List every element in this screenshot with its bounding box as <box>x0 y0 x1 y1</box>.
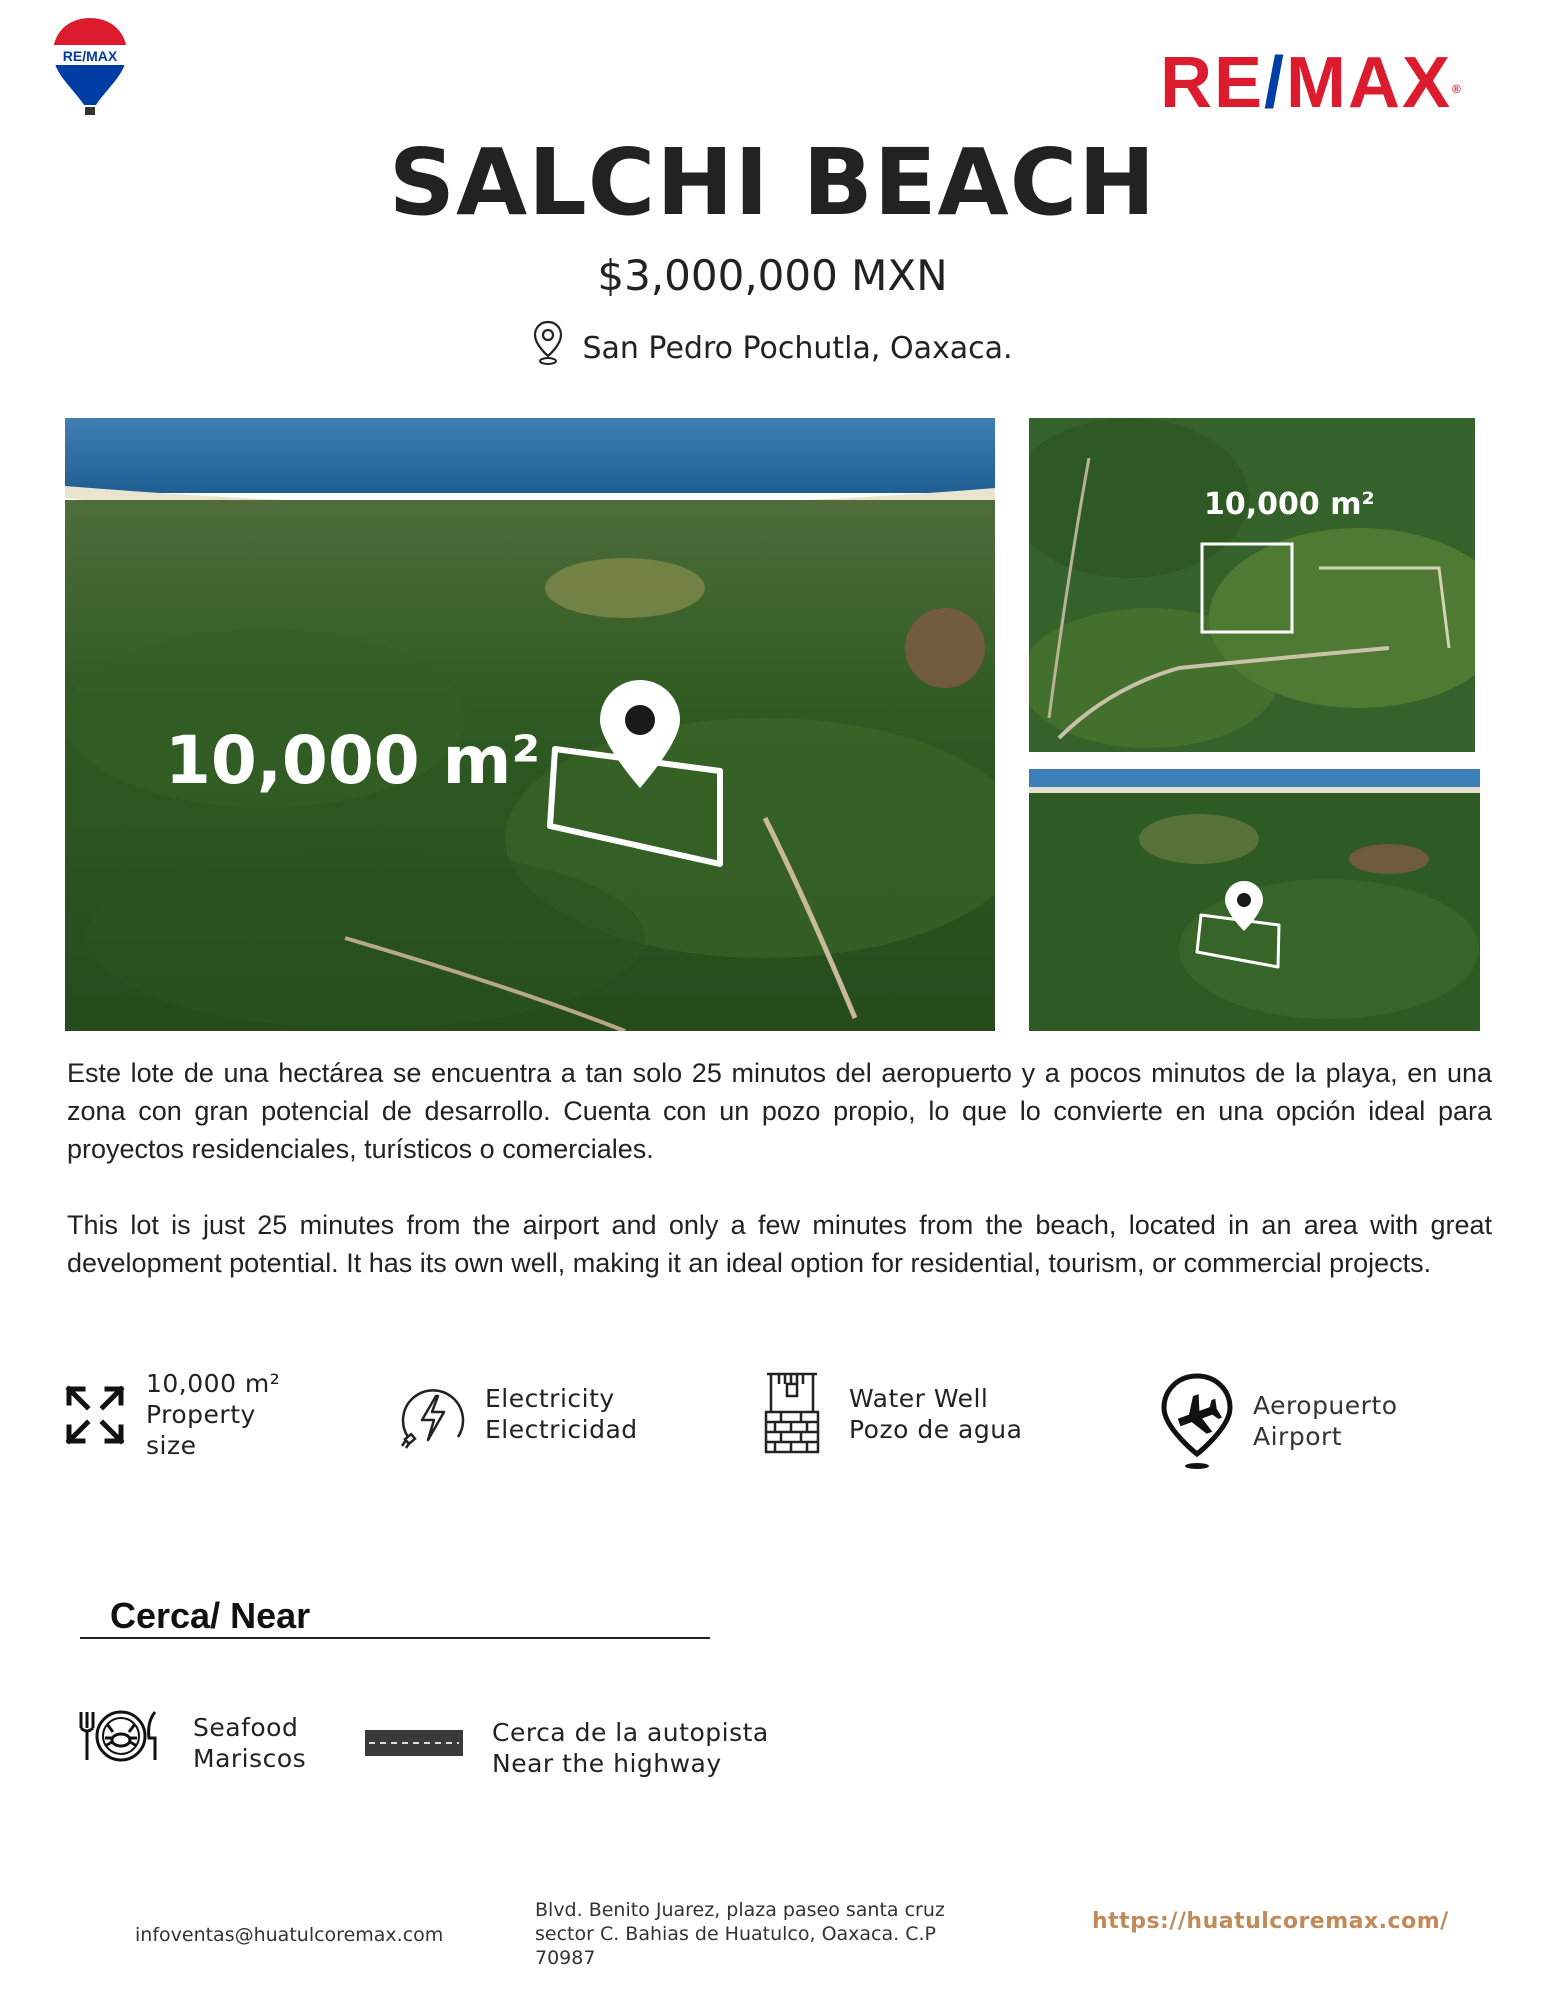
remax-balloon-logo <box>50 15 130 120</box>
location-text: San Pedro Pochutla, Oaxaca. <box>582 331 1013 366</box>
top-photo-area-label: 10,000 m² <box>1204 487 1375 522</box>
property-title: SALCHI BEACH <box>388 129 1157 236</box>
highway-icon <box>365 1730 463 1756</box>
near-divider <box>80 1637 710 1639</box>
svg-text:RE/MAX: RE/MAX <box>62 48 118 64</box>
property-price: $3,000,000 MXN <box>597 251 948 300</box>
near-highway: Cerca de la autopista Near the highway <box>492 1718 769 1778</box>
property-location <box>0 320 1545 379</box>
aerial-photo-top <box>1029 418 1475 752</box>
aerial-photo-main <box>65 418 995 1031</box>
feature-electricity: Electricity Electricidad <box>485 1384 638 1444</box>
description-english: This lot is just 25 minutes from the airport and only a few minutes from the beach, located in an area with great development potential. It has its own well, making it an ideal option for residential, tourism, or commercial projects. <box>67 1210 1492 1278</box>
electricity-plug-icon <box>398 1382 468 1452</box>
aerial-photo-bottom <box>1029 769 1480 1031</box>
footer-website-link[interactable]: https://huatulcoremax.com/ <box>1092 1909 1449 1934</box>
water-well-icon <box>763 1370 821 1454</box>
feature-airport: Aeropuerto Airport <box>1253 1391 1398 1451</box>
footer-email[interactable]: infoventas@huatulcoremax.com <box>135 1924 444 1946</box>
feature-water-well: Water Well Pozo de agua <box>849 1384 1023 1444</box>
near-seafood: Seafood Mariscos <box>193 1713 307 1773</box>
main-photo-area-label: 10,000 m² <box>165 722 541 799</box>
remax-brand-logo: RE/MAX® <box>1160 43 1463 123</box>
airport-pin-icon <box>1160 1372 1234 1472</box>
location-pin-icon <box>532 320 564 379</box>
seafood-plate-icon <box>77 1708 161 1764</box>
expand-arrows-icon <box>65 1385 125 1445</box>
footer-address: Blvd. Benito Juarez, plaza paseo santa cruz sector C. Bahias de Huatulco, Oaxaca. C.P 70987 <box>535 1899 945 1969</box>
feature-property-size: 10,000 m² Property size <box>146 1369 281 1460</box>
description-spanish: Este lote de una hectárea se encuentra a tan solo 25 minutos del aeropuerto y a pocos minutos de la playa, en una zona con gran potencial de desarrollo. Cuenta con un pozo propio, lo que lo convierte en una opción ideal para proyectos residenciales, turísticos o comerciales. <box>67 1058 1492 1164</box>
near-heading: Cerca/ Near <box>110 1595 311 1636</box>
